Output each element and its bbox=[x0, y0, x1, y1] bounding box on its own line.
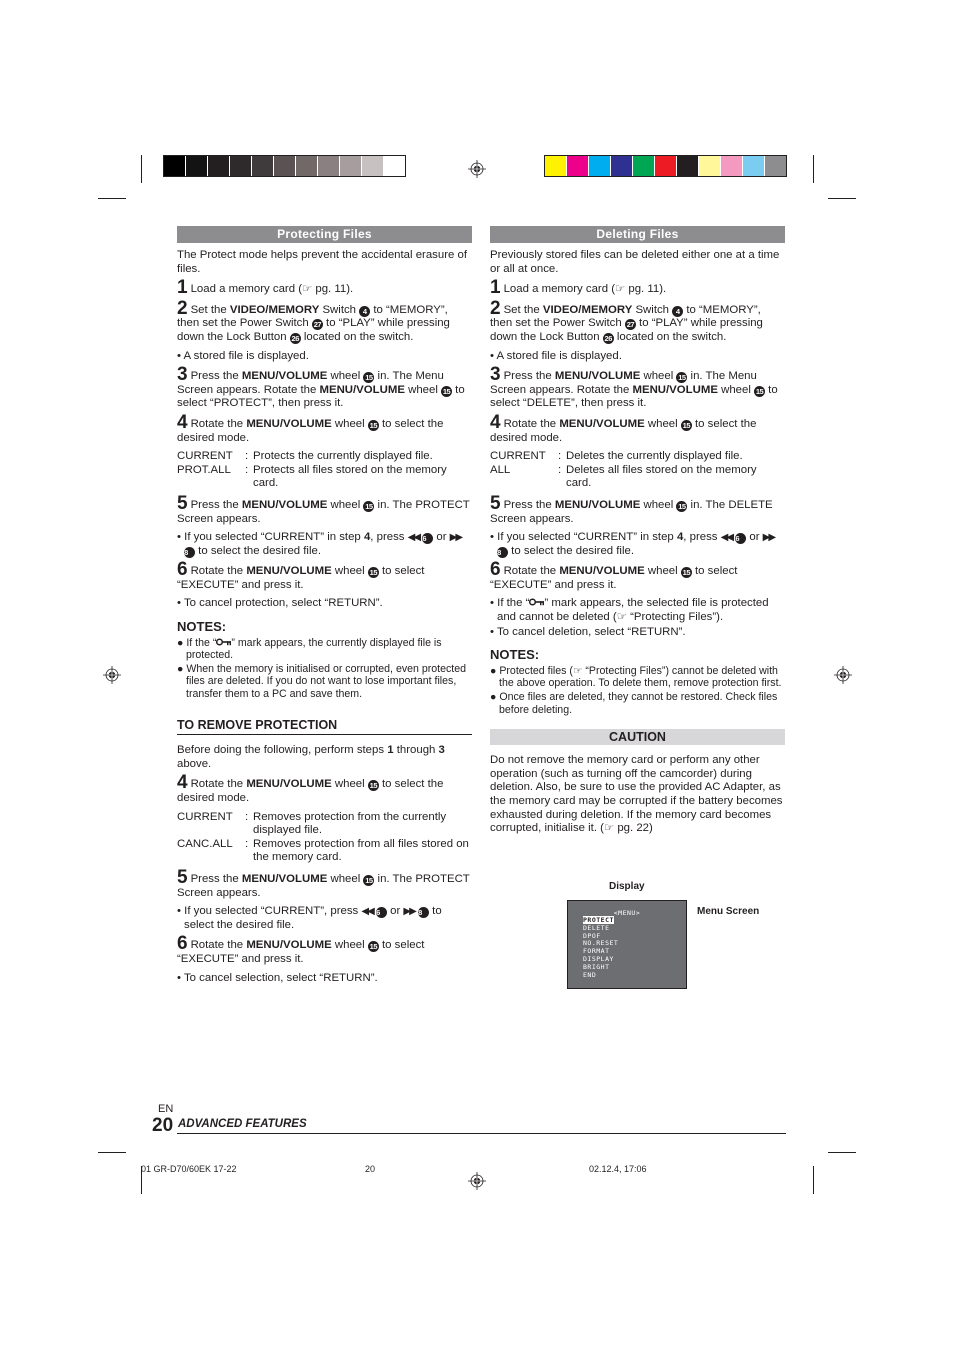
page-number: 20 bbox=[152, 1115, 174, 1136]
bullet-text: • A stored file is displayed. bbox=[490, 349, 622, 362]
bullet-text: • A stored file is displayed. bbox=[177, 349, 309, 362]
color-swatch bbox=[274, 156, 296, 176]
color-swatch bbox=[318, 156, 340, 176]
rewind-icon: ◀◀ bbox=[407, 532, 420, 544]
crop-mark bbox=[828, 1152, 856, 1153]
bullet-text: • If you selected “CURRENT”, press ◀◀ 6 or ▶▶ 8 to select the desired file. bbox=[177, 905, 442, 931]
color-swatch bbox=[765, 156, 786, 176]
crop-mark bbox=[813, 1166, 814, 1194]
lcd-menu-item: DISPLAY bbox=[583, 954, 614, 963]
display-label: Display bbox=[609, 881, 645, 892]
remove-protection-title: TO REMOVE PROTECTION bbox=[177, 719, 472, 736]
lcd-menu-item: DPOF bbox=[583, 931, 601, 940]
callout-number: 27 bbox=[313, 320, 322, 330]
color-swatch bbox=[611, 156, 633, 176]
print-file-info: 01 GR-D70/60EK 17-22 bbox=[141, 1164, 237, 1174]
note-item: ● If the “ ” mark appears, the currently displayed file is protected. bbox=[177, 636, 442, 662]
step-2: 2 Set the VIDEO/MEMORY Switch 4 to “MEMORY”, then set the Power Switch 27 to “PLAY” while pressing down the Lock Button 26 located on the switch. bbox=[177, 297, 450, 343]
step-3: 3 Press the MENU/VOLUME wheel 15 in. The Menu Screen appears. Rotate the MENU/VOLUME wheel 15 to select “PROTECT”, then press it. bbox=[177, 364, 465, 410]
registration-mark-icon bbox=[103, 666, 121, 684]
color-swatch bbox=[721, 156, 743, 176]
section-title: Protecting Files bbox=[177, 226, 472, 243]
color-swatch bbox=[340, 156, 362, 176]
menu-screen-label: Menu Screen bbox=[697, 906, 760, 917]
key-icon bbox=[216, 638, 231, 646]
step-4: 4 Rotate the MENU/VOLUME wheel 15 to select the desired mode. bbox=[177, 411, 444, 444]
key-icon bbox=[529, 598, 544, 606]
lcd-menu-list bbox=[583, 917, 618, 979]
note-item: ● Once files are deleted, they cannot be restored. Check files before deleting. bbox=[490, 691, 778, 716]
mode-list bbox=[177, 450, 472, 491]
bullet-text: • If you selected “CURRENT” in step 4, press ◀◀ 6 or ▶▶ 8 to select the desired file. bbox=[490, 531, 775, 557]
rewind-icon: ◀◀ bbox=[720, 532, 733, 544]
mode-item: ALL : Deletes all files stored on the memory card. bbox=[490, 463, 757, 490]
step-5: 5 Press the MENU/VOLUME wheel 15 in. The DELETE Screen appears. bbox=[490, 492, 773, 525]
color-swatch bbox=[296, 156, 318, 176]
footer-rule bbox=[177, 1133, 786, 1134]
color-swatch bbox=[699, 156, 721, 176]
mode-item: CANC.ALL : Removes protection from all files stored on the memory card. bbox=[177, 837, 469, 864]
remove-step-6: 6 Rotate the MENU/VOLUME wheel 15 to select “EXECUTE” and press it. bbox=[177, 933, 425, 965]
bullet-text: • If the “ ” mark appears, the selected file is protected and cannot be deleted (☞ “Protecting Files”). bbox=[490, 597, 769, 624]
note-item: ● Protected files (☞ “Protecting Files”) cannot be deleted with the above operation. To delete them, remove protection first. bbox=[490, 664, 782, 690]
print-sheet-number: 20 bbox=[365, 1164, 376, 1174]
color-swatch bbox=[633, 156, 655, 176]
print-date: 02.12.4, 17:06 bbox=[589, 1164, 647, 1174]
step-6: 6 Rotate the MENU/VOLUME wheel 15 to select “EXECUTE” and press it. bbox=[490, 559, 738, 591]
crop-mark bbox=[828, 198, 856, 199]
remove-mode-list bbox=[177, 811, 472, 865]
rewind-icon: ◀◀ bbox=[361, 906, 373, 918]
lcd-menu-item: FORMAT bbox=[583, 947, 610, 956]
lcd-menu-item: PROTECT bbox=[583, 916, 614, 924]
lcd-menu-title: <MENU> bbox=[613, 909, 641, 917]
fast-forward-icon: ▶▶ bbox=[762, 532, 775, 544]
mode-list bbox=[490, 450, 785, 491]
step-1: 1 Load a memory card (☞ pg. 11). bbox=[177, 277, 354, 299]
color-swatch bbox=[743, 156, 765, 176]
callout-number: 26 bbox=[291, 333, 299, 343]
step-6: 6 Rotate the MENU/VOLUME wheel 15 to select “EXECUTE” and press it. bbox=[177, 559, 425, 591]
section-footer-title: ADVANCED FEATURES bbox=[178, 1118, 307, 1130]
color-swatch bbox=[589, 156, 611, 176]
note-item: ● When the memory is initialised or corrupted, even protected files are deleted. If you do not want to lose important files, transfer them to a PC and save them. bbox=[177, 662, 467, 701]
lcd-menu-item: DELETE bbox=[583, 923, 610, 932]
bullet-text: • To cancel deletion, select “RETURN”. bbox=[490, 625, 686, 638]
color-swatch bbox=[655, 156, 677, 176]
caution-text: Do not remove the memory card or perform any other operation (such as turning off the camcorder) during deletion. Also, be sure to use the provided AC Adapter, as the memory card may be corrupted if the battery becomes exhausted during deletion. If the memory card becomes corrupted, initialise it. (☞ pg. 22) bbox=[490, 754, 783, 835]
fast-forward-icon: ▶▶ bbox=[449, 532, 462, 544]
remove-step-5: 5 Press the MENU/VOLUME wheel 15 in. The PROTECT Screen appears. bbox=[177, 866, 470, 899]
intro-text: Previously stored files can be deleted either one at a time or all at once. bbox=[490, 249, 780, 275]
step-1: 1 Load a memory card (☞ pg. 11). bbox=[490, 277, 667, 299]
registration-mark-icon bbox=[468, 160, 486, 178]
protecting-files-column bbox=[177, 226, 472, 990]
color-swatch bbox=[230, 156, 252, 176]
remove-step-4: 4 Rotate the MENU/VOLUME wheel 15 to select the desired mode. bbox=[177, 772, 444, 804]
mode-item: CURRENT : Protects the currently displayed file. bbox=[177, 450, 433, 463]
crop-mark bbox=[141, 155, 142, 183]
step-3: 3 Press the MENU/VOLUME wheel 15 in. The Menu Screen appears. Rotate the MENU/VOLUME wheel 15 to select “DELETE”, then press it. bbox=[490, 364, 778, 410]
lcd-menu-screen bbox=[567, 900, 687, 989]
color-swatch bbox=[362, 156, 384, 176]
step-2: 2 Set the VIDEO/MEMORY Switch 4 to “MEMORY”, then set the Power Switch 27 to “PLAY” while pressing down the Lock Button 26 located on the switch. bbox=[490, 297, 763, 343]
color-swatch bbox=[545, 156, 567, 176]
color-swatch bbox=[186, 156, 208, 176]
callout-number: 4 bbox=[359, 306, 370, 317]
crop-mark bbox=[98, 1152, 126, 1153]
step-4: 4 Rotate the MENU/VOLUME wheel 15 to select the desired mode. bbox=[490, 411, 757, 444]
color-swatch bbox=[677, 156, 699, 176]
notes-title: NOTES: bbox=[177, 619, 227, 635]
color-swatch bbox=[208, 156, 230, 176]
color-swatch bbox=[567, 156, 589, 176]
bullet-text: • If you selected “CURRENT” in step 4, press ◀◀ 6 or ▶▶ 8 to select the desired file. bbox=[177, 531, 462, 557]
notes-title: NOTES: bbox=[490, 647, 540, 663]
bullet-text: • To cancel selection, select “RETURN”. bbox=[177, 971, 378, 984]
bullet-text: • To cancel protection, select “RETURN”. bbox=[177, 597, 383, 610]
intro-text: The Protect mode helps prevent the accidental erasure of files. bbox=[177, 249, 467, 275]
deleting-files-column bbox=[490, 226, 785, 841]
lcd-menu-item: BRIGHT bbox=[583, 962, 610, 971]
mode-item: CURRENT : Removes protection from the currently displayed file. bbox=[177, 810, 447, 837]
color-swatch bbox=[384, 156, 405, 176]
grayscale-calibration-bar bbox=[163, 155, 406, 177]
color-swatch bbox=[252, 156, 274, 176]
remove-intro: Before doing the following, perform steps 1 through 3 above. bbox=[177, 744, 445, 770]
lcd-menu-item: END bbox=[583, 970, 597, 979]
language-label: EN bbox=[158, 1103, 174, 1115]
registration-mark-icon bbox=[834, 666, 852, 684]
color-swatch bbox=[164, 156, 186, 176]
caution-title: CAUTION bbox=[490, 729, 785, 745]
lcd-menu-item: NO.RESET bbox=[583, 939, 619, 948]
step-5: 5 Press the MENU/VOLUME wheel 15 in. The PROTECT Screen appears. bbox=[177, 492, 470, 525]
registration-mark-icon bbox=[468, 1172, 486, 1190]
mode-item: PROT.ALL : Protects all files stored on the memory card. bbox=[177, 463, 447, 490]
color-calibration-bar bbox=[544, 155, 787, 177]
section-title: Deleting Files bbox=[490, 226, 785, 243]
mode-item: CURRENT : Deletes the currently displayed file. bbox=[490, 450, 743, 463]
crop-mark bbox=[813, 155, 814, 183]
crop-mark bbox=[98, 198, 126, 199]
fast-forward-icon: ▶▶ bbox=[403, 906, 415, 918]
